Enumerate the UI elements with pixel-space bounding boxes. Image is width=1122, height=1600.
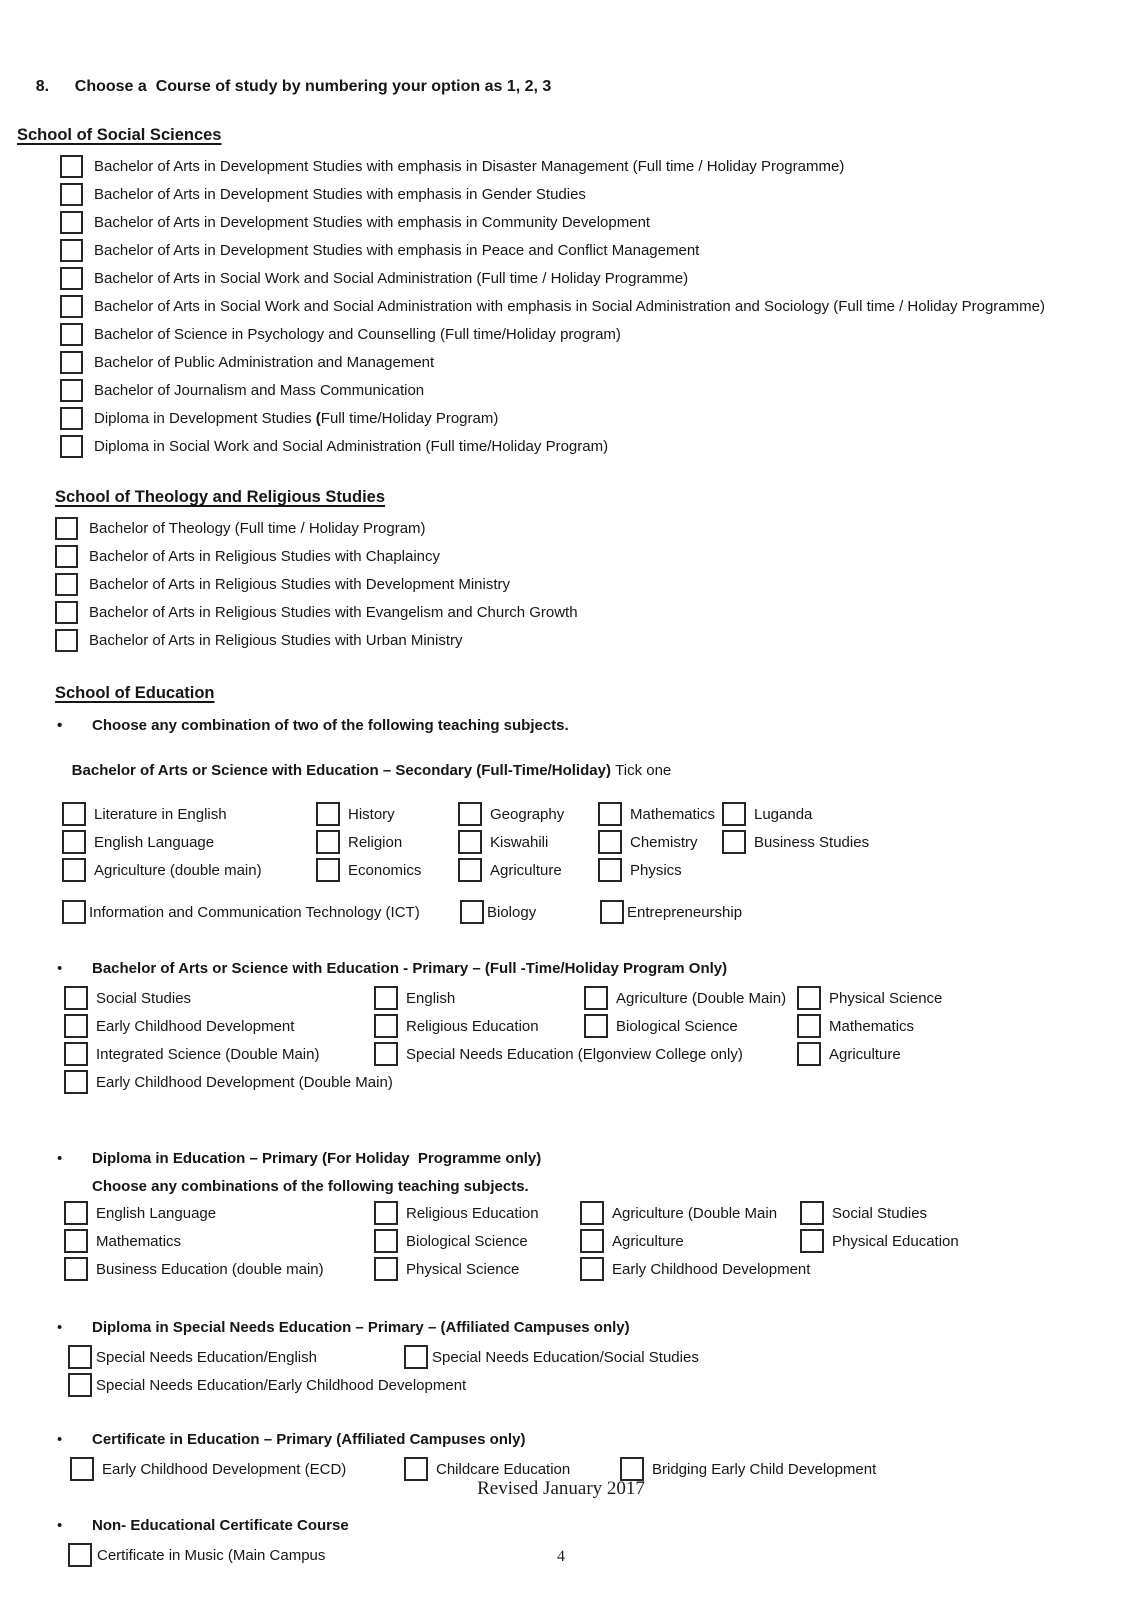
course-label: Religion (348, 833, 403, 851)
course-label: Physical Science (406, 1260, 520, 1278)
checkbox-special-needs-education-elgonview-college-o[interactable] (374, 1042, 398, 1066)
course-label: Kiswahili (490, 833, 549, 851)
course-label: Biological Science (406, 1232, 528, 1250)
checkbox-religion[interactable] (316, 830, 340, 854)
course-label: Special Needs Education (Elgonview College only) (406, 1045, 743, 1063)
subject-cell (458, 828, 548, 856)
subject-cell (316, 800, 395, 828)
checkbox-mathematics[interactable] (797, 1014, 821, 1038)
course-row (55, 542, 1122, 570)
checkbox-biological-science[interactable] (374, 1229, 398, 1253)
subject-cell (62, 898, 420, 926)
course-label: Mathematics (630, 805, 716, 823)
course-label: Integrated Science (Double Main) (96, 1045, 320, 1063)
course-label: Literature in English (94, 805, 227, 823)
course-label: English (406, 989, 456, 1007)
checkbox-special-needs-education-english[interactable] (68, 1345, 92, 1369)
subject-row (0, 800, 1122, 828)
checkbox-biological-science[interactable] (584, 1014, 608, 1038)
course-label: History (348, 805, 395, 823)
subject-cell (64, 1227, 181, 1255)
course-row (55, 626, 1122, 654)
checkbox-biology[interactable] (460, 900, 484, 924)
subject-row (0, 1371, 1122, 1399)
course-label: Agriculture (Double Main (612, 1204, 778, 1222)
subject-cell (722, 828, 869, 856)
course-label: Biology (487, 903, 537, 921)
subject-cell (68, 1343, 317, 1371)
course-label: Early Childhood Development (612, 1260, 811, 1278)
course-label: Agriculture (612, 1232, 684, 1250)
course-label: English Language (94, 833, 215, 851)
checkbox-agriculture[interactable] (458, 858, 482, 882)
subject-cell (62, 856, 262, 884)
course-label: Bachelor of Arts in Development Studies with emphasis in Disaster Management (Full time / Holiday Programme) (94, 157, 845, 175)
course-label: Chemistry (630, 833, 698, 851)
social-sciences-title: School of Social Sciences (17, 126, 222, 144)
course-label: Bachelor of Science in Psychology and Counselling (Full time/Holiday program) (94, 325, 621, 343)
bullet-icon: • (57, 1318, 63, 1336)
subject-cell (598, 856, 682, 884)
course-label: Economics (348, 861, 422, 879)
checkbox-geography[interactable] (458, 802, 482, 826)
checkbox-english-language[interactable] (62, 830, 86, 854)
course-label-part: Diploma in Development Studies (94, 409, 316, 427)
checkbox-agriculture-double-main[interactable] (584, 986, 608, 1010)
checkbox-integrated-science-double-main[interactable] (64, 1042, 88, 1066)
checkbox-english-language[interactable] (64, 1201, 88, 1225)
secondary-subjects-grid (0, 800, 1122, 884)
checkbox-business-education-double-main[interactable] (64, 1257, 88, 1281)
course-label: Bachelor of Arts in Religious Studies with Evangelism and Church Growth (89, 603, 578, 621)
course-label: Special Needs Education/Social Studies (432, 1348, 699, 1366)
course-label: Biological Science (616, 1017, 738, 1035)
course-label: Bachelor of Arts in Development Studies with emphasis in Peace and Conflict Management (94, 241, 700, 259)
checkbox-diploma-in-development-studies-full-time-ho[interactable] (60, 407, 83, 430)
checkbox-bachelor-of-arts-in-religious-studies-with-[interactable] (55, 629, 78, 652)
subject-cell (374, 1255, 519, 1283)
secondary-extra-subjects-grid (0, 898, 1122, 926)
checkbox-kiswahili[interactable] (458, 830, 482, 854)
question-title: Choose a Course of study by numbering your option as 1, 2, 3 (74, 78, 552, 95)
certificate-heading-text: Certificate in Education – Primary (Affiliated Campuses only) (92, 1430, 526, 1448)
subject-cell (598, 800, 715, 828)
course-label: Physical Science (829, 989, 943, 1007)
checkbox-physical-science[interactable] (797, 986, 821, 1010)
checkbox-special-needs-education-early-childhood-dev[interactable] (68, 1373, 92, 1397)
course-label: Geography (490, 805, 565, 823)
subject-cell (68, 1371, 466, 1399)
primary-heading-text: Bachelor of Arts or Science with Education - Primary – (Full -Time/Holiday Program Only) (92, 959, 728, 977)
course-row (55, 514, 1122, 542)
special-needs-heading (57, 1315, 1122, 1339)
course-label: Business Education (double main) (96, 1260, 324, 1278)
checkbox-bachelor-of-theology-full-time-holiday-prog[interactable] (55, 517, 78, 540)
checkbox-religious-education[interactable] (374, 1014, 398, 1038)
checkbox-social-studies[interactable] (800, 1201, 824, 1225)
course-label: Diploma in Social Work and Social Administration (Full time/Holiday Program) (94, 437, 609, 455)
subject-cell (584, 1012, 738, 1040)
primary-subjects-grid (0, 984, 1122, 1096)
subject-row (0, 1068, 1122, 1096)
course-label: English Language (96, 1204, 217, 1222)
subject-row (0, 1199, 1122, 1227)
diploma-primary-heading-text: Diploma in Education – Primary (For Holiday Programme only) (92, 1149, 542, 1167)
subject-cell (600, 898, 742, 926)
subject-cell (800, 1199, 927, 1227)
subject-cell (64, 1255, 324, 1283)
footer-revision-note: Revised January 2017 (477, 1478, 645, 1499)
checkbox-bachelor-of-arts-in-social-work-and-social-[interactable] (60, 295, 83, 318)
checkbox-early-childhood-development-double-main[interactable] (64, 1070, 88, 1094)
course-label: Information and Communication Technology (ICT) (89, 903, 420, 921)
subject-row (0, 828, 1122, 856)
checkbox-bachelor-of-arts-in-religious-studies-with-[interactable] (55, 573, 78, 596)
checkbox-mathematics[interactable] (598, 802, 622, 826)
course-row (60, 432, 1122, 460)
course-row (60, 236, 1122, 264)
subject-row (0, 856, 1122, 884)
course-label: Childcare Education (436, 1460, 571, 1478)
course-label: Mathematics (829, 1017, 915, 1035)
subject-cell (458, 856, 562, 884)
course-row (60, 292, 1122, 320)
secondary-heading-text: Bachelor of Arts or Science with Education – Secondary (Full-Time/Holiday) (71, 762, 616, 779)
subject-cell (580, 1255, 810, 1283)
course-label (94, 410, 498, 427)
course-label: Bridging Early Child Development (652, 1460, 877, 1478)
course-row (55, 570, 1122, 598)
subject-cell (374, 984, 455, 1012)
checkbox-business-studies[interactable] (722, 830, 746, 854)
subject-cell (797, 1012, 914, 1040)
course-row (60, 208, 1122, 236)
primary-heading (57, 956, 1122, 980)
course-row (60, 320, 1122, 348)
checkbox-bachelor-of-science-in-psychology-and-couns[interactable] (60, 323, 83, 346)
course-label: Religious Education (406, 1017, 539, 1035)
course-label: Physical Education (832, 1232, 959, 1250)
checkbox-social-studies[interactable] (64, 986, 88, 1010)
subject-cell (62, 800, 227, 828)
secondary-heading (55, 745, 1122, 796)
checkbox-bachelor-of-public-administration-and-manag[interactable] (60, 351, 83, 374)
subject-row (0, 1012, 1122, 1040)
subject-cell (316, 828, 402, 856)
page-number: 4 (557, 1548, 565, 1565)
course-label-part: Full time/Holiday Program) (320, 409, 499, 427)
subject-cell (722, 800, 812, 828)
checkbox-chemistry[interactable] (598, 830, 622, 854)
subject-cell (580, 1199, 777, 1227)
bullet-icon: • (57, 959, 63, 977)
bullet-icon: • (57, 716, 63, 734)
subject-cell (800, 1227, 959, 1255)
subject-cell (62, 828, 214, 856)
special-needs-grid (0, 1343, 1122, 1399)
course-row (60, 376, 1122, 404)
course-label: Special Needs Education/English (96, 1348, 317, 1366)
course-label: Bachelor of Arts in Social Work and Social Administration (Full time / Holiday Programme) (94, 269, 689, 287)
checkbox-mathematics[interactable] (64, 1229, 88, 1253)
subject-row (0, 1255, 1122, 1283)
theology-title: School of Theology and Religious Studies (55, 488, 386, 506)
course-row (60, 348, 1122, 376)
subject-row (0, 984, 1122, 1012)
checkbox-physical-education[interactable] (800, 1229, 824, 1253)
course-label: Bachelor of Theology (Full time / Holiday Program) (89, 519, 426, 537)
bullet-icon: • (57, 1149, 63, 1167)
course-row (60, 404, 1122, 432)
education-intro (57, 713, 1122, 737)
subject-cell (404, 1343, 699, 1371)
checkbox-luganda[interactable] (722, 802, 746, 826)
course-label: Special Needs Education/Early Childhood Development (96, 1376, 467, 1394)
education-title: School of Education (55, 684, 215, 702)
non-educational-heading-text: Non- Educational Certificate Course (92, 1516, 349, 1534)
subject-cell (580, 1227, 684, 1255)
course-label: Agriculture (490, 861, 562, 879)
checkbox-bachelor-of-arts-in-development-studies-wit[interactable] (60, 155, 83, 178)
education-intro-text: Choose any combination of two of the following teaching subjects. (92, 716, 569, 734)
course-label: Bachelor of Arts in Religious Studies with Urban Ministry (89, 631, 463, 649)
checkbox-agriculture[interactable] (797, 1042, 821, 1066)
checkbox-history[interactable] (316, 802, 340, 826)
checkbox-economics[interactable] (316, 858, 340, 882)
checkbox-religious-education[interactable] (374, 1201, 398, 1225)
bullet-icon: • (57, 1430, 63, 1448)
course-label: Early Childhood Development (ECD) (102, 1460, 347, 1478)
checkbox-diploma-in-social-work-and-social-administr[interactable] (60, 435, 83, 458)
checkbox-english[interactable] (374, 986, 398, 1010)
non-educational-heading (57, 1513, 1122, 1537)
subject-cell (797, 1040, 901, 1068)
checkbox-agriculture-double-main[interactable] (62, 858, 86, 882)
course-label: Bachelor of Arts in Religious Studies with Development Ministry (89, 575, 511, 593)
diploma-primary-subheading: Choose any combinations of the following teaching subjects. (92, 1178, 529, 1195)
course-label: Bachelor of Arts in Development Studies with emphasis in Gender Studies (94, 185, 586, 203)
course-label: Bachelor of Arts in Development Studies with emphasis in Community Development (94, 213, 651, 231)
subject-cell (374, 1199, 539, 1227)
subject-row (0, 1040, 1122, 1068)
subject-cell (797, 984, 942, 1012)
secondary-heading-note: Tick one (615, 762, 672, 779)
course-row (60, 180, 1122, 208)
subject-cell (64, 1199, 216, 1227)
subject-cell (64, 1012, 294, 1040)
checkbox-literature-in-english[interactable] (62, 802, 86, 826)
course-label: Physics (630, 861, 682, 879)
course-label: Bachelor of Journalism and Mass Communication (94, 381, 425, 399)
course-row (60, 264, 1122, 292)
subject-cell (460, 898, 536, 926)
checkbox-bachelor-of-arts-in-religious-studies-with-[interactable] (55, 545, 78, 568)
subject-row (0, 898, 1122, 926)
subject-cell (374, 1040, 743, 1068)
course-row (55, 598, 1122, 626)
course-label: Social Studies (832, 1204, 928, 1222)
subject-cell (64, 1068, 393, 1096)
bullet-icon: • (57, 1516, 63, 1534)
checkbox-bachelor-of-arts-in-social-work-and-social-[interactable] (60, 267, 83, 290)
social-sciences-list (60, 152, 1122, 460)
checkbox-entrepreneurship[interactable] (600, 900, 624, 924)
subject-cell (64, 1040, 319, 1068)
subject-cell (458, 800, 564, 828)
subject-cell (598, 828, 698, 856)
special-needs-heading-text: Diploma in Special Needs Education – Primary – (Affiliated Campuses only) (92, 1318, 630, 1336)
checkbox-special-needs-education-social-studies[interactable] (404, 1345, 428, 1369)
course-label: Agriculture (Double Main) (616, 989, 787, 1007)
subject-cell (316, 856, 421, 884)
course-label: Early Childhood Development (96, 1017, 295, 1035)
course-label: Certificate in Music (Main Campus (97, 1546, 326, 1564)
checkbox-agriculture-double-main[interactable] (580, 1201, 604, 1225)
course-label: Bachelor of Arts in Religious Studies with Chaplaincy (89, 547, 441, 565)
course-label: Social Studies (96, 989, 192, 1007)
checkbox-early-childhood-development[interactable] (580, 1257, 604, 1281)
subject-cell (64, 984, 191, 1012)
course-label: Early Childhood Development (Double Main) (96, 1073, 393, 1091)
subject-row (0, 1227, 1122, 1255)
checkbox-information-and-communication-technology-ic[interactable] (62, 900, 86, 924)
question-number: 8. (35, 78, 50, 95)
checkbox-physical-science[interactable] (374, 1257, 398, 1281)
course-label: Luganda (754, 805, 813, 823)
diploma-subjects-grid (0, 1199, 1122, 1283)
course-row (60, 152, 1122, 180)
course-label: Bachelor of Arts in Social Work and Social Administration with emphasis in Social Administration and Sociology (Full time / Holiday Programme) (94, 297, 1045, 315)
course-label: Agriculture (829, 1045, 901, 1063)
subject-cell (584, 984, 786, 1012)
certificate-heading (57, 1427, 1122, 1451)
course-label: Religious Education (406, 1204, 539, 1222)
theology-list (55, 514, 1122, 654)
checkbox-bachelor-of-arts-in-development-studies-wit[interactable] (60, 239, 83, 262)
checkbox-bachelor-of-arts-in-religious-studies-with-[interactable] (55, 601, 78, 624)
course-label: Agriculture (double main) (94, 861, 262, 879)
diploma-primary-heading (57, 1146, 1122, 1170)
checkbox-bachelor-of-arts-in-development-studies-wit[interactable] (60, 211, 83, 234)
course-label: Mathematics (96, 1232, 182, 1250)
course-label: Business Studies (754, 833, 870, 851)
checkbox-bachelor-of-journalism-and-mass-communicati[interactable] (60, 379, 83, 402)
course-label: Entrepreneurship (627, 903, 743, 921)
checkbox-agriculture[interactable] (580, 1229, 604, 1253)
subject-row (0, 1343, 1122, 1371)
checkbox-bachelor-of-arts-in-development-studies-wit[interactable] (60, 183, 83, 206)
course-label-part: ( (315, 409, 321, 427)
checkbox-early-childhood-development[interactable] (64, 1014, 88, 1038)
question-heading (18, 60, 1122, 114)
subject-cell (374, 1012, 539, 1040)
subject-cell (374, 1227, 528, 1255)
checkbox-physics[interactable] (598, 858, 622, 882)
course-label: Bachelor of Public Administration and Management (94, 353, 435, 371)
